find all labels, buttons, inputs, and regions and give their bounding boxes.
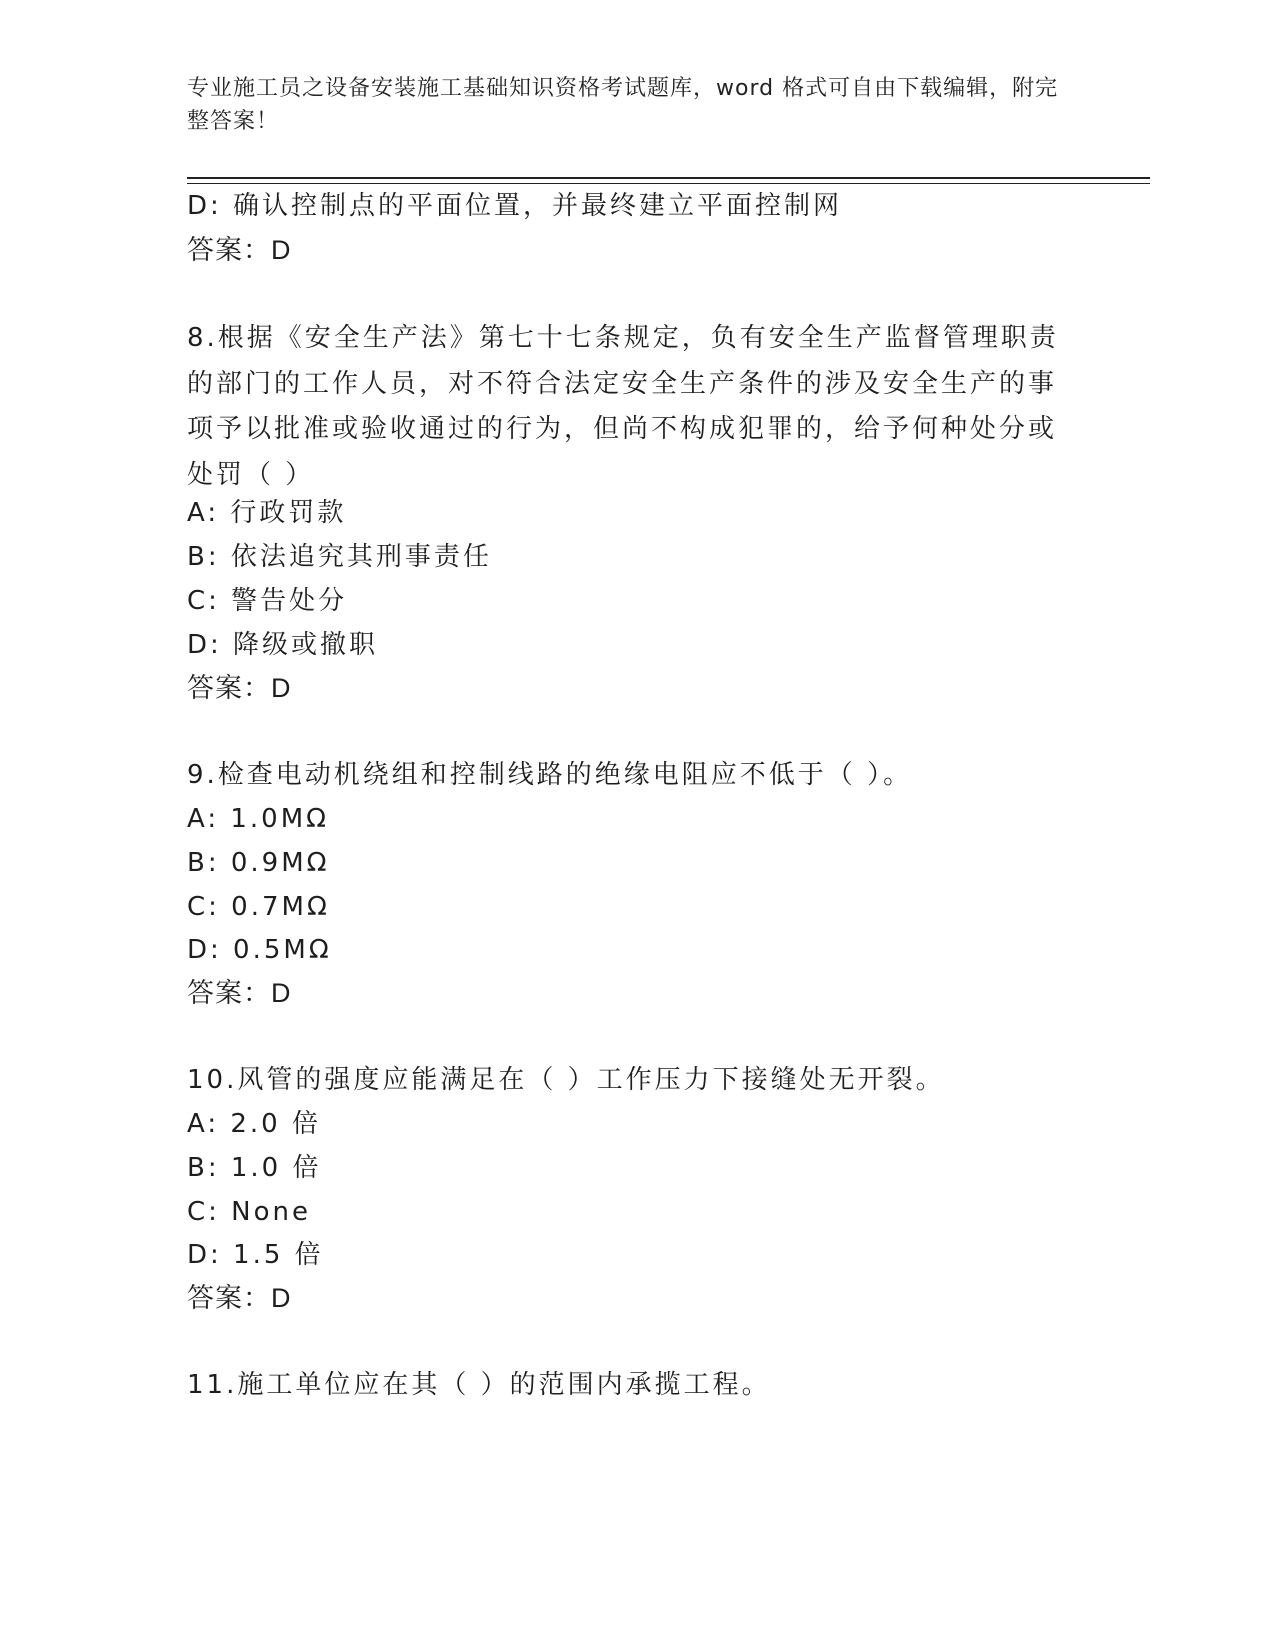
question-10-option-d: D: 1.5 倍 <box>187 1240 324 1270</box>
option-d-continued: D: 确认控制点的平面位置，并最终建立平面控制网 <box>187 191 843 221</box>
document-header: 专业施工员之设备安装施工基础知识资格考试题库，word 格式可自由下载编辑，附完整答案！ <box>187 76 1059 134</box>
header-divider-thick <box>187 177 1150 179</box>
question-8-answer: 答案：D <box>187 673 292 703</box>
question-8-option-a: A: 行政罚款 <box>187 498 347 528</box>
question-9-option-a: A: 1.0MΩ <box>187 804 330 834</box>
answer-continued: 答案：D <box>187 235 292 265</box>
question-8-option-b: B: 依法追究其刑事责任 <box>187 542 492 572</box>
question-9-option-c: C: 0.7MΩ <box>187 892 330 922</box>
question-10-option-b: B: 1.0 倍 <box>187 1153 322 1183</box>
question-10-text: 10.风管的强度应能满足在（ ）工作压力下接缝处无开裂。 <box>187 1065 945 1095</box>
question-9-option-b: B: 0.9MΩ <box>187 848 330 878</box>
question-9-answer: 答案：D <box>187 978 292 1008</box>
question-8-text: 8.根据《安全生产法》第七十七条规定，负有安全生产监督管理职责的部门的工作人员，对不符合法定安全生产条件的涉及安全生产的事项予以批准或验收通过的行为，但尚不构成犯罪的，给予何种处分或处罚（ ） <box>187 323 1059 490</box>
question-8-option-c: C: 警告处分 <box>187 586 348 616</box>
question-10-option-a: A: 2.0 倍 <box>187 1109 321 1139</box>
header-divider-thin <box>187 183 1150 184</box>
question-9-text: 9.检查电动机绕组和控制线路的绝缘电阻应不低于（ ）。 <box>187 760 913 790</box>
question-11-text: 11.施工单位应在其（ ）的范围内承揽工程。 <box>187 1370 771 1400</box>
question-10-answer: 答案：D <box>187 1283 292 1313</box>
question-9-option-d: D: 0.5MΩ <box>187 935 332 965</box>
question-10-option-c: C: None <box>187 1197 312 1227</box>
question-8-option-d: D: 降级或撤职 <box>187 630 379 660</box>
